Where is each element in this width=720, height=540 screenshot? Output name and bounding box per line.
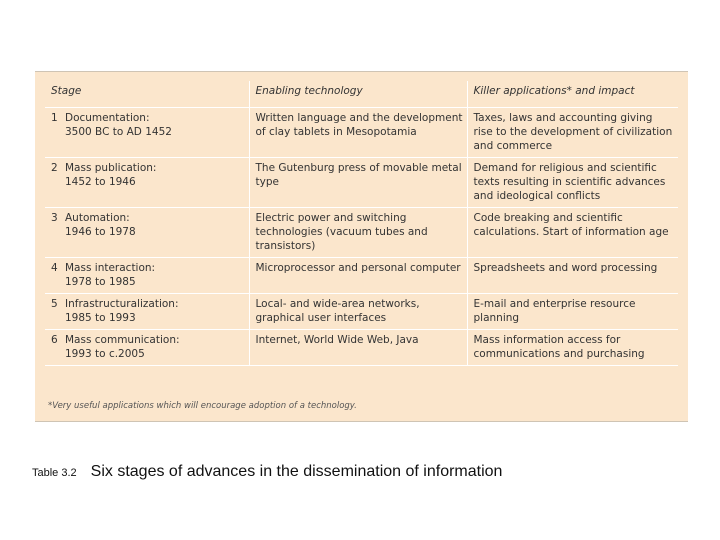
stage-name: Automation: bbox=[65, 212, 130, 224]
header-stage: Stage bbox=[45, 81, 249, 108]
table-caption bbox=[32, 463, 502, 481]
caption-title: Six stages of advances in the dissemination of information bbox=[90, 463, 503, 480]
stage-cell bbox=[45, 330, 249, 366]
table-panel bbox=[35, 71, 688, 422]
impact-cell: Spreadsheets and word processing bbox=[467, 258, 678, 294]
stage-cell bbox=[45, 258, 249, 294]
table-row bbox=[45, 208, 678, 258]
stage-name: Documentation: bbox=[65, 112, 150, 124]
stage-number: 3 bbox=[51, 212, 58, 224]
stage-cell bbox=[45, 294, 249, 330]
table-row bbox=[45, 330, 678, 366]
stage-period: 1452 to 1946 bbox=[65, 176, 136, 188]
stage-number: 5 bbox=[51, 298, 58, 310]
stage-number: 6 bbox=[51, 334, 58, 346]
stage-cell bbox=[45, 208, 249, 258]
table-row bbox=[45, 294, 678, 330]
stage-name: Mass publication: bbox=[65, 162, 157, 174]
technology-cell: Local- and wide-area networks, graphical user interfaces bbox=[249, 294, 467, 330]
stage-cell bbox=[45, 108, 249, 158]
technology-cell: Electric power and switching technologies (vacuum tubes and transistors) bbox=[249, 208, 467, 258]
stage-name: Mass interaction: bbox=[65, 262, 156, 274]
stage-period: 1985 to 1993 bbox=[65, 312, 136, 324]
impact-cell: Demand for religious and scientific texts resulting in scientific advances and ideological conflicts bbox=[467, 158, 678, 208]
table-row bbox=[45, 108, 678, 158]
impact-cell: Mass information access for communications and purchasing bbox=[467, 330, 678, 366]
stage-period: 1993 to c.2005 bbox=[65, 348, 145, 360]
technology-cell: Written language and the development of clay tablets in Mesopotamia bbox=[249, 108, 467, 158]
technology-cell: The Gutenburg press of movable metal type bbox=[249, 158, 467, 208]
stage-cell bbox=[45, 158, 249, 208]
stages-table bbox=[45, 81, 678, 366]
stage-period: 1946 to 1978 bbox=[65, 226, 136, 238]
table-row bbox=[45, 158, 678, 208]
header-killer-applications: Killer applications* and impact bbox=[467, 81, 678, 108]
stage-name: Infrastructuralization: bbox=[65, 298, 179, 310]
technology-cell: Microprocessor and personal computer bbox=[249, 258, 467, 294]
stage-period: 3500 BC to AD 1452 bbox=[65, 126, 172, 138]
stage-number: 2 bbox=[51, 162, 58, 174]
header-enabling-technology: Enabling technology bbox=[249, 81, 467, 108]
stage-number: 1 bbox=[51, 112, 58, 124]
table-row bbox=[45, 258, 678, 294]
impact-cell: Taxes, laws and accounting giving rise to the development of civilization and commerce bbox=[467, 108, 678, 158]
caption-label: Table 3.2 bbox=[32, 467, 77, 479]
stage-name: Mass communication: bbox=[65, 334, 180, 346]
technology-cell: Internet, World Wide Web, Java bbox=[249, 330, 467, 366]
stage-period: 1978 to 1985 bbox=[65, 276, 136, 288]
stage-number: 4 bbox=[51, 262, 58, 274]
impact-cell: Code breaking and scientific calculations. Start of information age bbox=[467, 208, 678, 258]
impact-cell: E-mail and enterprise resource planning bbox=[467, 294, 678, 330]
table-footnote: *Very useful applications which will encourage adoption of a technology. bbox=[48, 401, 357, 411]
table-header-row bbox=[45, 81, 678, 108]
